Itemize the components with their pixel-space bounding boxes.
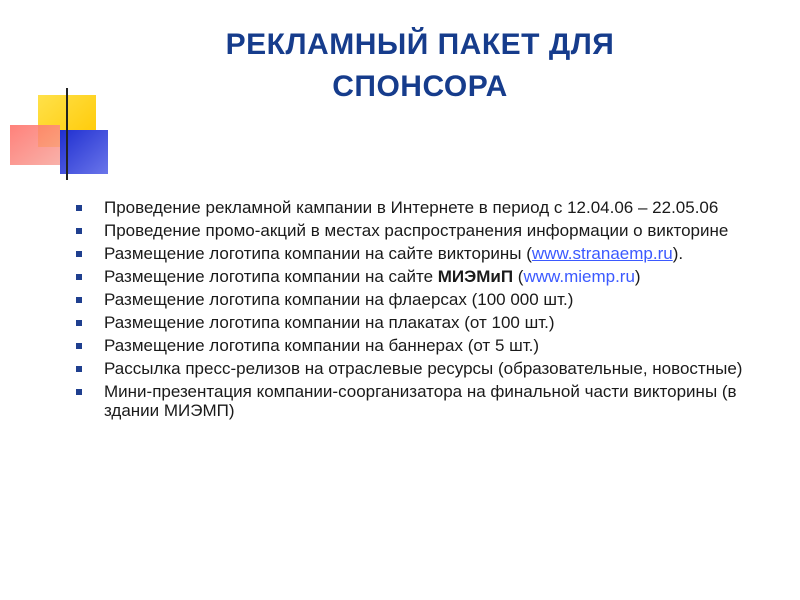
square-bullet-icon <box>76 228 82 234</box>
bullet-text-pre: Размещение логотипа компании на сайте викторины ( <box>104 244 532 263</box>
bullet-item <box>76 290 756 309</box>
bullet-text-bold: МИЭМиП <box>437 267 514 286</box>
bullet-text-pre: Размещение логотипа компании на сайте <box>104 267 438 286</box>
bullet-text: Размещение логотипа компании на плакатах (от 100 шт.) <box>104 313 555 332</box>
bullet-item <box>76 313 756 332</box>
square-bullet-icon <box>76 297 82 303</box>
bullet-item <box>76 221 756 240</box>
square-bullet-icon <box>76 366 82 372</box>
bullet-item <box>76 267 756 286</box>
bullet-text: Проведение промо-акций в местах распространения информации о викторине <box>104 221 729 240</box>
bullet-item <box>76 244 756 263</box>
bullet-text-post: ). <box>672 244 684 263</box>
bullet-item <box>76 336 756 355</box>
bullet-list <box>76 198 756 424</box>
square-bullet-icon <box>76 320 82 326</box>
square-bullet-icon <box>76 389 82 395</box>
slide-title-line-2: СПОНСОРА <box>332 70 508 103</box>
square-bullet-icon <box>76 205 82 211</box>
red-square <box>10 125 60 165</box>
bullet-text-mid: ( <box>513 267 524 286</box>
bullet-text: Проведение рекламной кампании в Интернете в период с 12.04.06 – 22.05.06 <box>104 198 719 217</box>
square-bullet-icon <box>76 274 82 280</box>
link-miemp[interactable]: www.miemp.ru <box>523 267 635 286</box>
slide-title-line-1: РЕКЛАМНЫЙ ПАКЕТ ДЛЯ <box>225 28 615 61</box>
bullet-text: Размещение логотипа компании на баннерах (от 5 шт.) <box>104 336 540 355</box>
bullet-text: Мини-презентация компании-соорганизатора на финальной части викторины (в здании МИЭМП) <box>104 382 737 420</box>
bullet-item <box>76 359 756 378</box>
bullet-text: Размещение логотипа компании на флаерсах (100 000 шт.) <box>104 290 574 309</box>
bullet-text: Рассылка пресс-релизов на отраслевые ресурсы (образовательные, новостные) <box>104 359 743 378</box>
bullet-text-post: ) <box>634 267 641 286</box>
bullet-item <box>76 198 756 217</box>
link-stranaemp[interactable]: www.stranaemp.ru <box>531 244 673 263</box>
square-bullet-icon <box>76 343 82 349</box>
square-bullet-icon <box>76 251 82 257</box>
bullet-item <box>76 382 756 420</box>
slide-title <box>120 24 720 108</box>
